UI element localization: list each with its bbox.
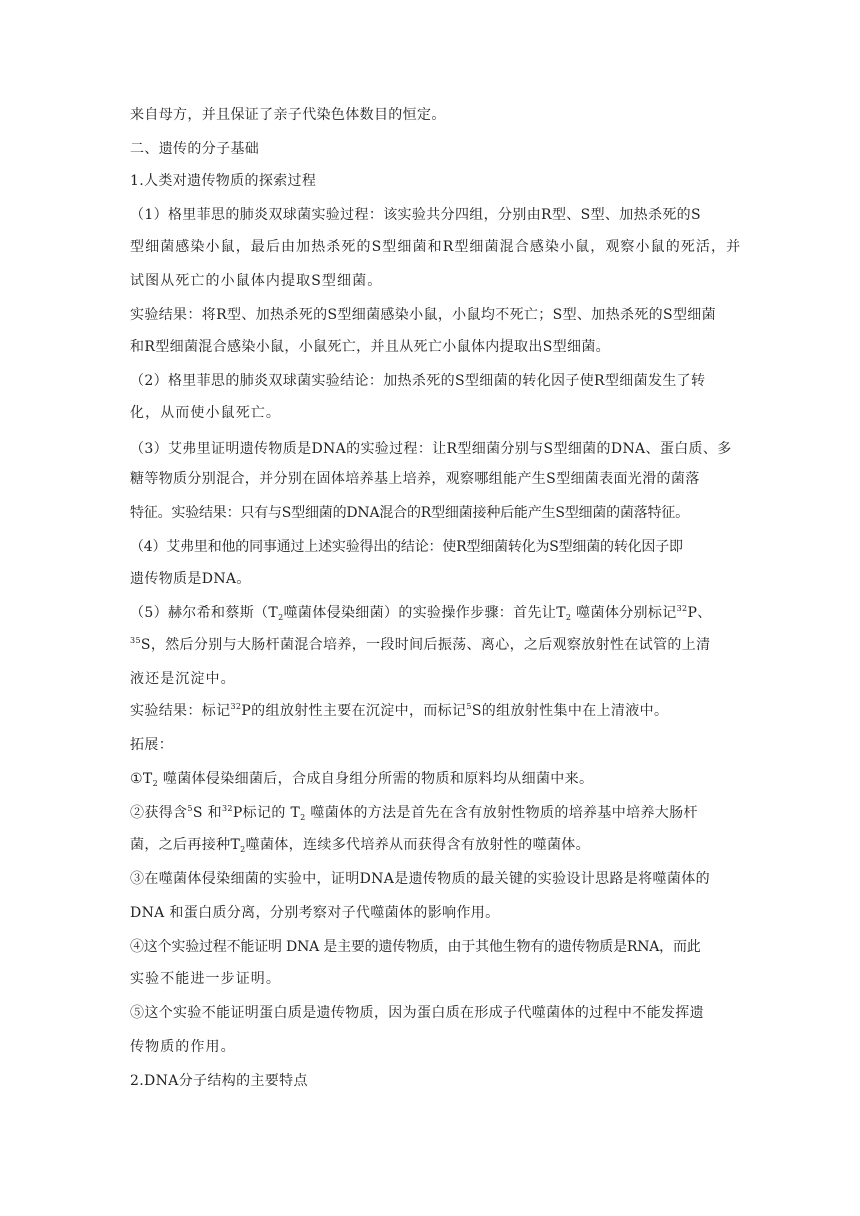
paragraph-line	[130, 173, 316, 189]
paragraph-line	[130, 703, 668, 719]
paragraph-line	[130, 637, 710, 653]
superscript: 32	[676, 604, 688, 613]
text-run: ③在噬菌体侵染细菌的实验中，证明DNA是遗传物质的最关键的实验设计思路是将噬菌体的	[130, 871, 710, 887]
paragraph-line	[130, 273, 382, 289]
paragraph-line	[130, 671, 236, 687]
text-run: ①T	[130, 771, 153, 787]
paragraph-line	[130, 871, 710, 887]
text-run: 和R型细菌混合感染小鼠，小鼠死亡，并且从死亡小鼠体内提取出S型细菌。	[130, 339, 611, 355]
paragraph-line	[130, 239, 741, 255]
paragraph-line	[130, 539, 683, 555]
text-run: 噬菌体侵染细菌后，合成自身组分所需的物质和原料均从细菌中来。	[158, 771, 594, 787]
text-run: （2）格里菲思的肺炎双球菌实验结论：加热杀死的S型细菌的转化因子使R型细菌发生了转	[130, 373, 706, 389]
text-run: （1）格里菲思的肺炎双球菌实验过程：该实验共分四组，分别由R型、S型、加热杀死的S	[130, 207, 701, 223]
text-run: 1.人类对遗传物质的探索过程	[130, 173, 317, 189]
text-run: 噬菌体，连续多代培养从而获得含有放射性的噬菌体。	[245, 837, 590, 853]
paragraph-line	[130, 441, 732, 457]
superscript: 5	[187, 804, 193, 813]
text-run: P、	[687, 605, 712, 621]
superscript: 32	[230, 702, 242, 711]
text-run: 噬菌体侵染细菌）的实验操作步骤：首先让T	[283, 605, 566, 621]
text-run: P标记的 T	[232, 805, 301, 821]
subscript: 2	[240, 845, 246, 854]
subscript: 2	[565, 613, 572, 622]
text-run: 二、遗传的分子基础	[130, 141, 260, 157]
text-run: 液还是沉淀中。	[130, 671, 236, 687]
text-run: ②获得含	[130, 805, 188, 821]
text-run: 糖等物质分别混合，并分别在固体培养基上培养，观察哪组能产生S型细菌表面光滑的菌落	[130, 471, 700, 487]
paragraph-line	[130, 107, 446, 123]
paragraph-line	[130, 805, 698, 821]
paragraph-line	[130, 373, 705, 389]
paragraph-line	[130, 141, 259, 157]
text-run: DNA 和蛋白质分离，分别考察对子代噬菌体的影响作用。	[130, 905, 500, 921]
text-run: 实验结果：将R型、加热杀死的S型细菌感染小鼠，小鼠均不死亡；S型、加热杀死的S型细菌	[130, 307, 717, 323]
text-run: 噬菌体的方法是首先在含有放射性物质的培养基中培养大肠杆	[305, 805, 698, 821]
text-run: ⑤这个实验不能证明蛋白质是遗传物质，因为蛋白质在形成子代噬菌体的过程中不能发挥遗	[130, 1005, 704, 1021]
subscript: 2	[300, 813, 306, 822]
paragraph-line	[130, 905, 499, 921]
subscript: 2	[278, 613, 284, 622]
paragraph-line	[130, 939, 701, 955]
text-run: 实验不能进一步证明。	[130, 971, 281, 987]
paragraph-line	[130, 471, 700, 487]
text-run: S的组放射性集中在上清液中。	[471, 703, 669, 719]
paragraph-line	[130, 737, 173, 753]
text-run: 实验结果：标记	[130, 703, 231, 719]
text-run: 噬菌体分别标记	[571, 605, 677, 621]
text-run: （5）赫尔希和蔡斯（T	[130, 605, 279, 621]
text-run: ④这个实验过程不能证明 DNA 是主要的遗传物质，由于其他生物有的遗传物质是RNA，而此	[130, 939, 701, 955]
superscript: 32	[221, 804, 233, 813]
paragraph-line	[130, 605, 712, 621]
paragraph-line	[130, 571, 251, 587]
subscript: 2	[152, 779, 159, 788]
text-run: S，然后分别与大肠杆菌混合培养，一段时间后振荡、离心，之后观察放射性在试管的上清	[140, 637, 711, 653]
text-run: 来自母方，并且保证了亲子代染色体数目的恒定。	[130, 107, 446, 123]
text-run: S 和	[192, 805, 222, 821]
text-run: （4）艾弗里和他的同事通过上述实验得出的结论：使R型细菌转化为S型细菌的转化因子即	[130, 539, 683, 555]
paragraph-line	[130, 505, 689, 521]
paragraph-line	[130, 837, 590, 853]
text-run: 拓展：	[130, 737, 174, 753]
paragraph-line	[130, 1005, 704, 1021]
superscript: 35	[130, 636, 141, 645]
text-run: 试图从死亡的小鼠体内提取S型细菌。	[130, 273, 383, 289]
paragraph-line	[130, 405, 281, 421]
paragraph-line	[130, 207, 701, 223]
text-run: 菌，之后再接种T	[130, 837, 241, 853]
text-run: 型细菌感染小鼠，最后由加热杀死的S型细菌和R型细菌混合感染小鼠，观察小鼠的死活，并	[130, 239, 742, 255]
superscript: 5	[466, 702, 472, 711]
paragraph-line	[130, 971, 281, 987]
paragraph-line	[130, 339, 610, 355]
paragraph-line	[130, 307, 716, 323]
paragraph-line	[130, 771, 593, 787]
text-run: P的组放射性主要在沉淀中，而标记	[241, 703, 467, 719]
text-run: 遗传物质是DNA。	[130, 571, 251, 587]
text-run: 2.DNA分子结构的主要特点	[130, 1073, 308, 1089]
paragraph-line	[130, 1073, 308, 1089]
text-run: （3）艾弗里证明遗传物质是DNA的实验过程：让R型细菌分别与S型细菌的DNA、蛋白质、多	[130, 441, 732, 457]
text-run: 特征。实验结果：只有与S型细菌的DNA混合的R型细菌接种后能产生S型细菌的菌落特征。	[130, 505, 689, 521]
text-run: 传物质的作用。	[130, 1039, 236, 1055]
paragraph-line	[130, 1039, 236, 1055]
text-run: 化，从而使小鼠死亡。	[130, 405, 281, 421]
